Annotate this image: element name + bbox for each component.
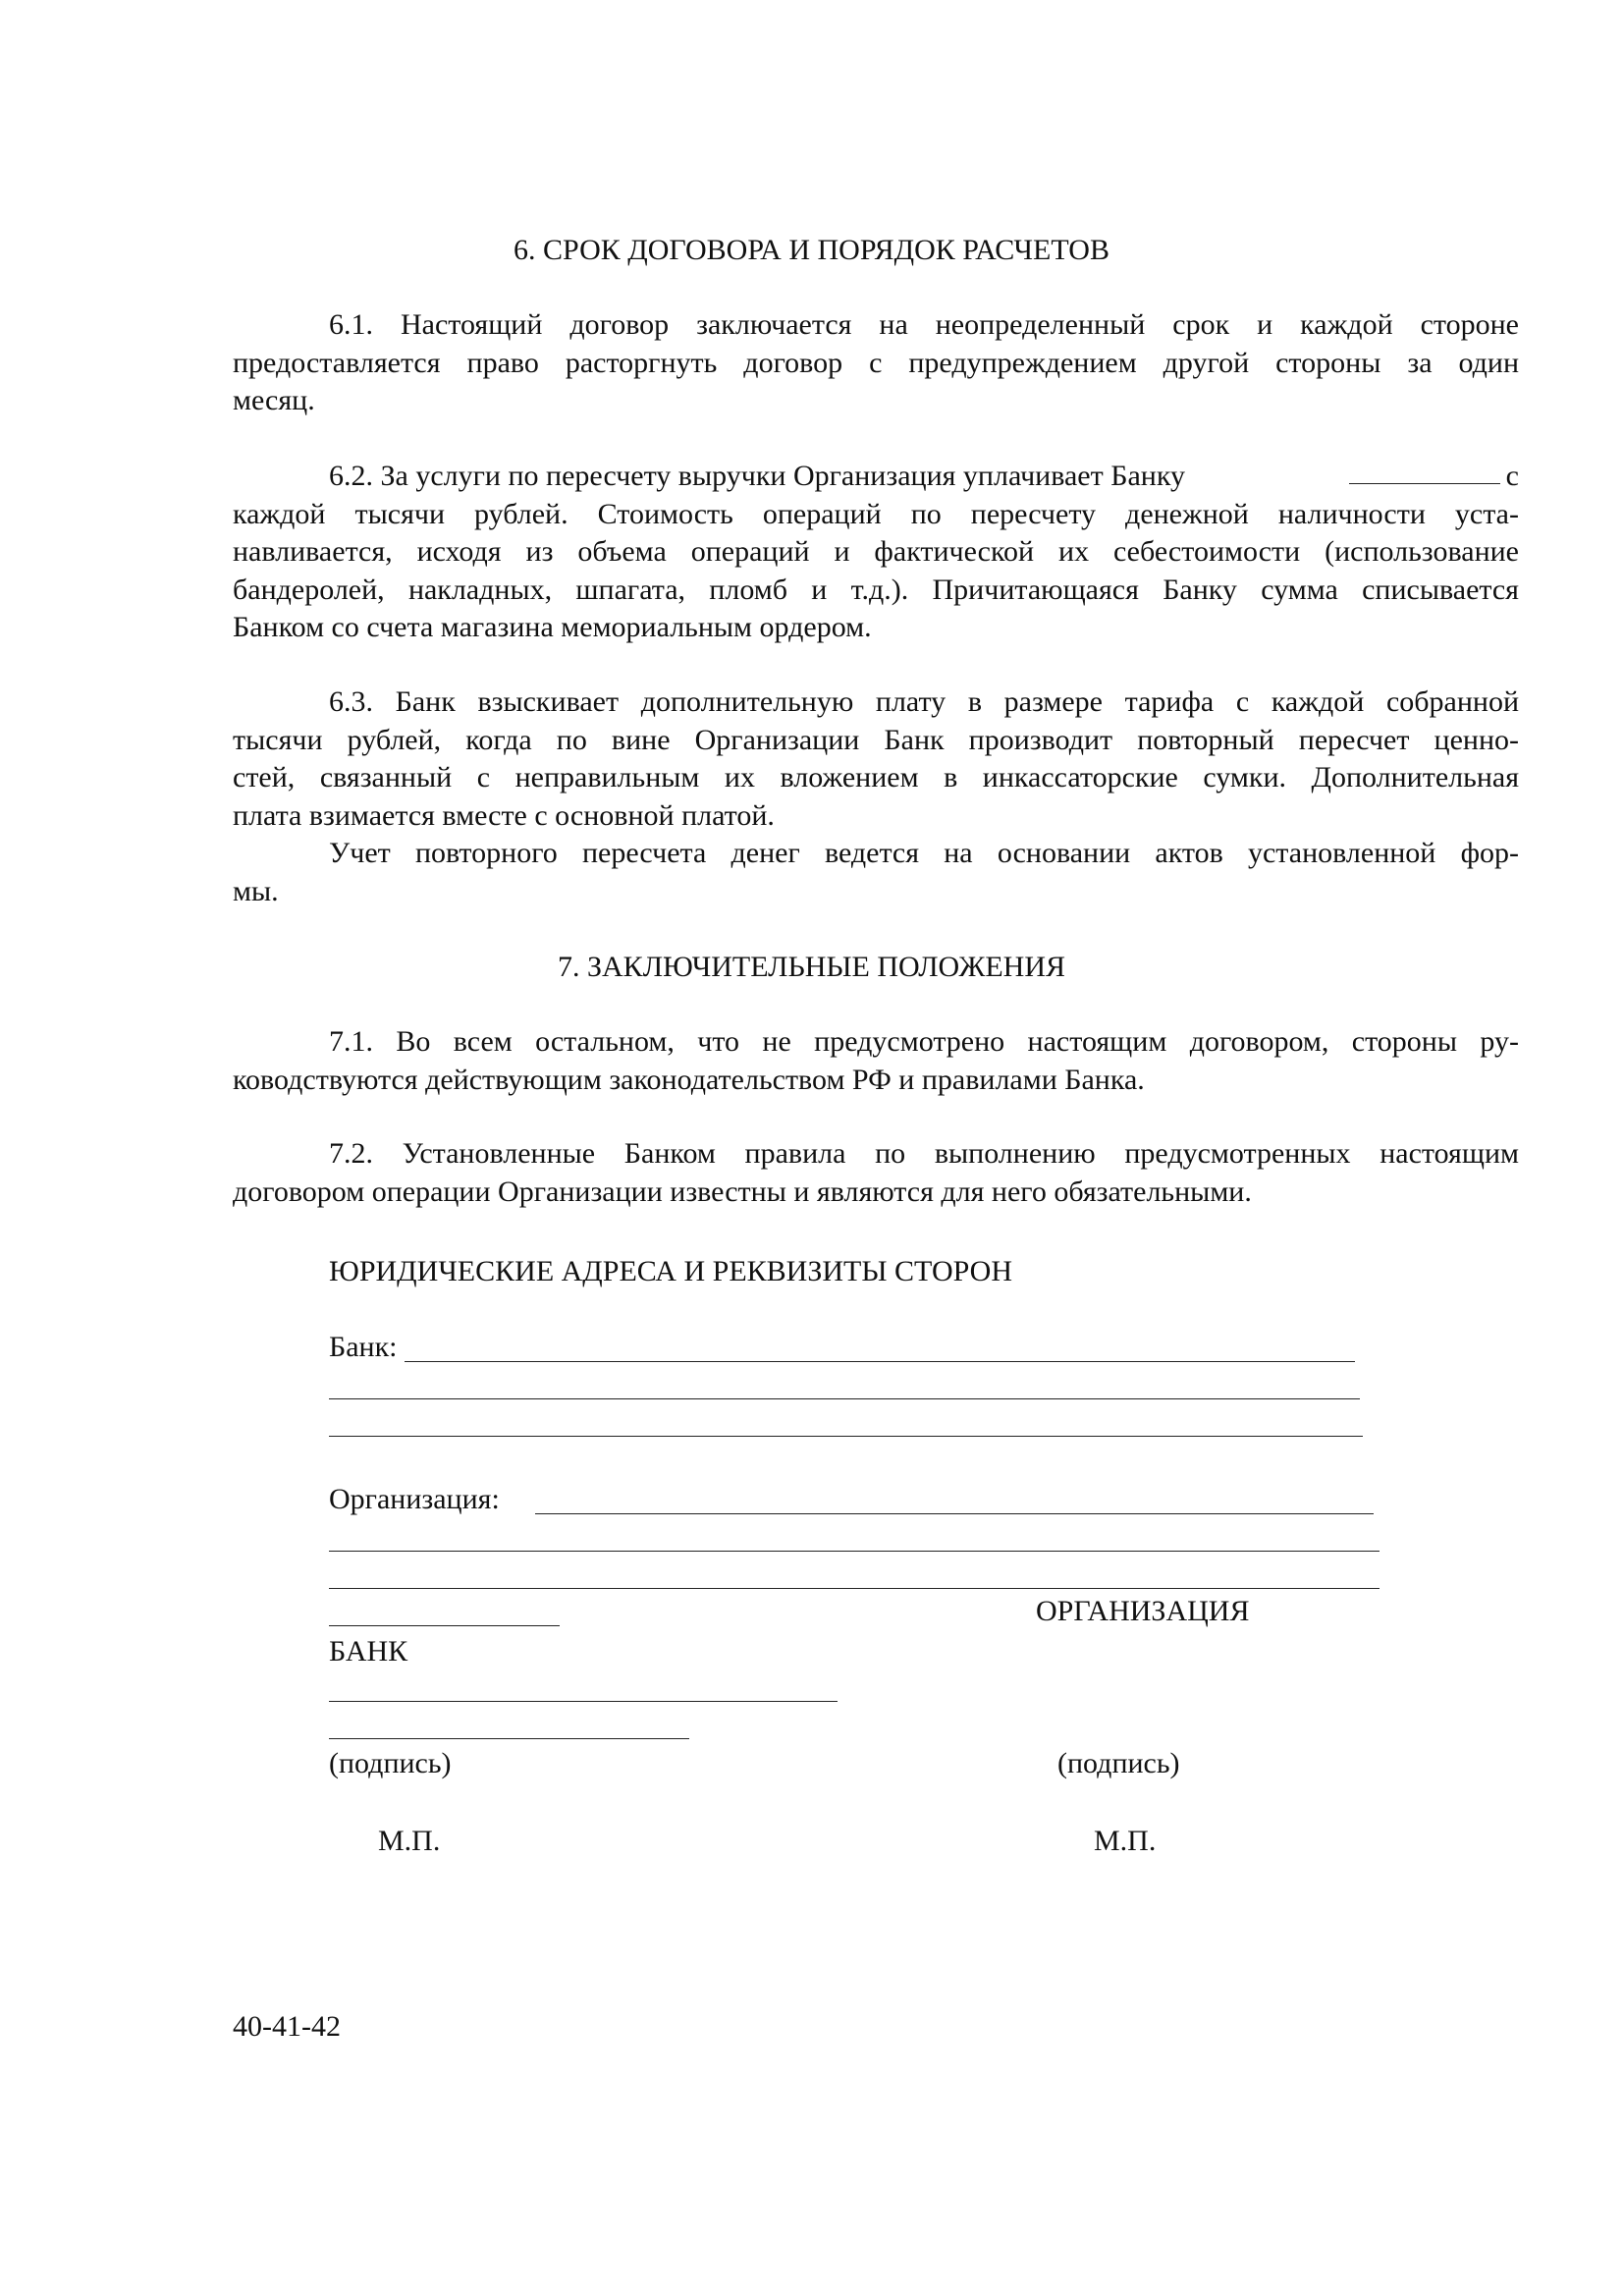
bank-signature-line-1: [329, 1701, 838, 1702]
org-title: ОРГАНИЗАЦИЯ: [1036, 1595, 1250, 1627]
text-line: плата взимается вместе с основной платой.: [233, 798, 775, 832]
text-line: договором операции Организации известны и являются для него обязательными.: [233, 1175, 1252, 1208]
text-line: [233, 458, 1519, 496]
document-code: 40-41-42: [233, 2010, 341, 2043]
text-line: мы.: [233, 874, 279, 907]
text-line: 7.1. Во всем остальном, что не предусмотрено настоящим договором, стороны ру-: [329, 1025, 1519, 1058]
text-line: 6.3. Банк взыскивает дополнительную плату в размере тарифа с каждой собранной: [329, 685, 1519, 718]
text-line: ководствуются действующим законодательством РФ и правилами Банка.: [233, 1063, 1145, 1096]
org-signature-caption: (подпись): [1057, 1747, 1180, 1779]
bank-line-2: [329, 1398, 1360, 1399]
text-line-start: 6.2. За услуги по пересчету выручки Организация уплачивает Банку: [329, 460, 1185, 492]
text-line: тысячи рублей, когда по вине Организации Банк производит повторный пересчет ценно-: [233, 723, 1519, 756]
text-line: месяц.: [233, 384, 315, 416]
amount-blank: [1349, 483, 1500, 484]
paragraph-6-3: [233, 683, 1519, 910]
paragraph-7-2: [233, 1135, 1519, 1211]
org-line-3: [329, 1588, 1380, 1589]
org-line-1: [535, 1513, 1374, 1514]
bank-title-line: [329, 1625, 560, 1626]
section-7-heading: 7. ЗАКЛЮЧИТЕЛЬНЫЕ ПОЛОЖЕНИЯ: [557, 951, 1066, 983]
org-line-2: [329, 1551, 1380, 1552]
org-seal-mark: М.П.: [1094, 1825, 1157, 1857]
section-6-heading: 6. СРОК ДОГОВОРА И ПОРЯДОК РАСЧЕТОВ: [514, 234, 1109, 266]
text-line: навливается, исходя из объема операций и фактической их себестоимости (использование: [233, 535, 1519, 568]
text-line: предоставляется право расторгнуть договор с предупреждением другой стороны за один: [233, 346, 1519, 379]
bank-title: БАНК: [329, 1635, 408, 1667]
paragraph-7-1: [233, 1023, 1519, 1099]
bank-seal-mark: М.П.: [378, 1825, 441, 1857]
text-line: 7.2. Установленные Банком правила по выполнению предусмотренных настоящим: [329, 1137, 1519, 1170]
text-line: 6.1. Настоящий договор заключается на неопределенный срок и каждой стороне: [329, 308, 1519, 341]
text-line: Учет повторного пересчета денег ведется на основании актов установленной фор-: [329, 837, 1519, 869]
bank-signature-line-2: [329, 1738, 689, 1739]
text-line-end: с: [1505, 460, 1519, 492]
text-line: каждой тысячи рублей. Стоимость операций по пересчету денежной наличности уста-: [233, 497, 1519, 530]
paragraph-6-1: [233, 306, 1519, 420]
bank-label: Банк:: [329, 1331, 398, 1363]
bank-signature-caption: (подпись): [329, 1747, 452, 1779]
text-line: стей, связанный с неправильным их вложением в инкассаторские сумки. Дополнительная: [233, 761, 1519, 793]
text-line: Банком со счета магазина мемориальным ордером.: [233, 611, 872, 643]
bank-line-3: [329, 1436, 1363, 1437]
paragraph-6-2: [233, 458, 1519, 647]
org-label: Организация:: [329, 1483, 500, 1515]
requisites-heading: ЮРИДИЧЕСКИЕ АДРЕСА И РЕКВИЗИТЫ СТОРОН: [329, 1255, 1012, 1287]
bank-line-1: [405, 1361, 1355, 1362]
text-line: бандеролей, накладных, шпагата, пломб и т.д.). Причитающаяся Банку сумма списывается: [233, 573, 1519, 606]
